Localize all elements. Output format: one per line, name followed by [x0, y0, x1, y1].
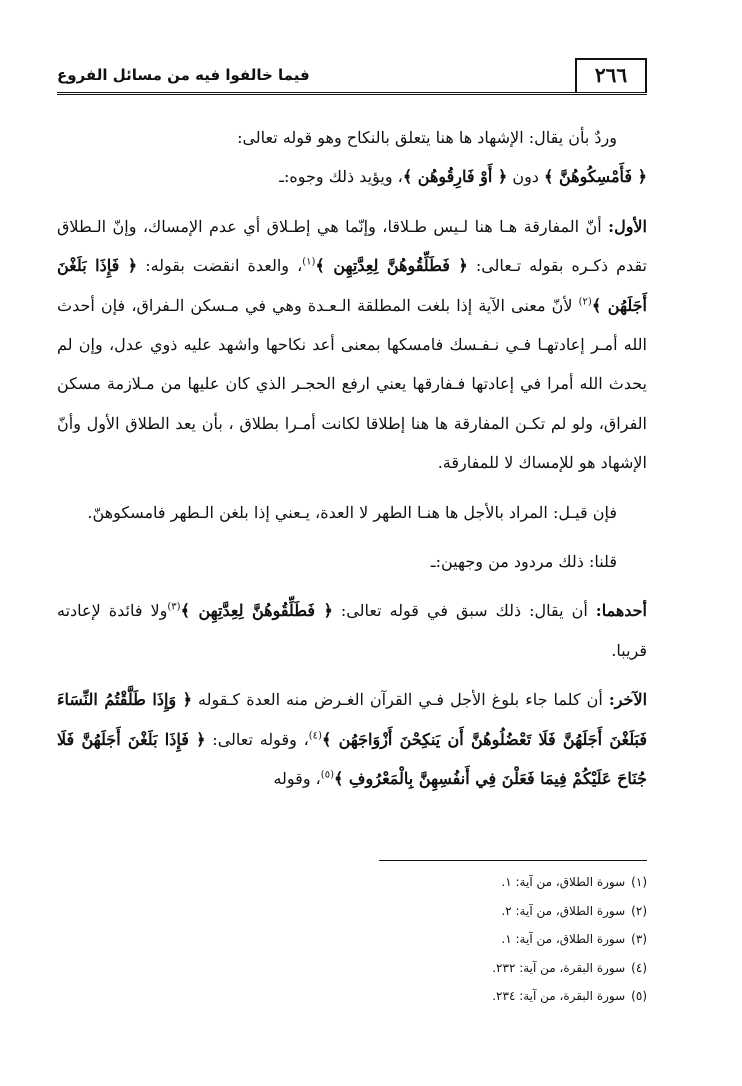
main-text: [57, 118, 647, 809]
footnote-divider: [379, 860, 647, 861]
point-heading: أحدهما:: [595, 601, 647, 621]
paragraph-reply: قلنا: ذلك مردود من وجهين:ـ: [430, 552, 617, 572]
footnote-text: سورة الطلاق، من آية: ٢.: [501, 903, 626, 918]
page-number: ٢٦٦: [575, 58, 647, 92]
text-span: ، وقوله: [273, 769, 321, 789]
footnote-item: [57, 925, 647, 954]
page-header: [57, 50, 647, 98]
paragraph-objection: فإن قيـل: المراد بالأجل ها هنـا الطهر لا العدة، يـعني إذا بلغن الـطهر فامسكوهنّ.: [87, 502, 617, 522]
footnote-number: (١): [631, 875, 647, 889]
footnote-ref-2[interactable]: (٢): [578, 296, 592, 308]
point-heading: الآخر:: [608, 690, 648, 710]
footnote-ref-3[interactable]: (٣): [167, 602, 181, 614]
footnote-ref-5[interactable]: (٥): [320, 769, 334, 781]
footnote-ref-1[interactable]: (١): [302, 256, 316, 268]
running-title: فيما خالفوا فيه من مسائل الفروع: [57, 66, 310, 84]
footnote-text: سورة الطلاق، من آية: ١.: [501, 875, 626, 889]
paragraph-first-reason: [57, 591, 647, 670]
quran-quote: ﴿ فَأَمْسِكُوهُنَّ ﴾: [544, 167, 647, 187]
point-heading: الأول:: [608, 216, 647, 236]
quran-quote: ﴿ فَإِذَا بَلَغْنَ أَجَلَهُنَّ فَلَا جُنَاحَ عَلَيْكُمْ فِيمَا فَعَلْنَ فِي أَنفُسِهِنَّ بِالْمَعْرُوفِ ﴾: [57, 729, 647, 789]
text-span: دون: [507, 167, 545, 187]
paragraph-second-reason: [57, 680, 647, 798]
text-span: ، ويؤيد ذلك وجوه:ـ: [279, 167, 403, 187]
footnote-text: سورة البقرة، من آية: ٢٣٤.: [492, 989, 626, 1004]
text-span: ولا فائدة لإعادته قريبا.: [57, 601, 647, 660]
quran-quote: ﴿ فَإِذَا بَلَغْنَ أَجَلَهُن ﴾: [57, 256, 647, 315]
text-span: أنّ المفارقة هـا هنا لـيس طـلاقا، وإنّما هي إطـلاق أي عدم الإمساك، وإنّ الـطلاق تقدم ذكـره بقوله تـعالى:: [57, 216, 648, 276]
footnote-number: (٤): [631, 960, 647, 975]
footnote-number: (٥): [631, 989, 647, 1004]
footnote-text: سورة الطلاق، من آية: ١.: [501, 932, 626, 947]
paragraph-1: [57, 118, 647, 197]
paragraph-first-point: [57, 207, 647, 483]
footnote-item: [57, 982, 647, 1011]
text-span: أن يقال: ذلك سبق في قوله تعالى:: [332, 601, 596, 621]
footnote-item: [57, 954, 647, 983]
text-span: ، وقوله تعالى:: [205, 729, 309, 749]
paragraph-1-text: وردٌ بأن يقال: الإشهاد ها هنا يتعلق بالنكاح وهو قوله تعالى:: [237, 128, 617, 147]
text-span: أن كلما جاء بلوغ الأجل فـي القرآن الغـرض منه العدة كـقوله: [192, 690, 609, 710]
footnote-ref-4[interactable]: (٤): [308, 730, 322, 742]
footnote-number: (٣): [631, 932, 647, 947]
footnote-number: (٢): [631, 903, 647, 918]
text-span: لأنّ معنى الآية إذا بلغت المطلقة الـعـدة وهي في مـسكن الـفراق، فإن أحدث الله أمـر إعادتهـا فـي نـفـسك فامسكها بمعنى أعد نكاحها واشهد عليه ذوي عدل، وإن لم يحدث الله أمرا في إعادتها فـفارقها يعني ارفع الحجـر الذي كان عليها من مـلازمة مسكن الفراق، ولو لم تكـن المفارقة ها هنا إطلاقا لكانت أمـرا بطلاق ، بأن يعد الطلاق الأول وأنّ الإشهاد هو للإمساك لا للمفارقة.: [57, 295, 647, 473]
footnote-item: [57, 897, 647, 926]
footnote-text: سورة البقرة، من آية: ٢٣٢.: [492, 960, 626, 975]
footnote-item: [57, 868, 647, 897]
header-rule: [57, 92, 647, 95]
quran-quote: ﴿ فَطَلِّقُوهُنَّ لِعِدَّتِهِن ﴾: [315, 256, 468, 276]
quran-quote: ﴿ فَطَلِّقُوهُنَّ لِعِدَّتِهِن ﴾: [180, 601, 333, 621]
quran-quote: ﴿ أَوْ فَارِقُوهُن ﴾: [402, 167, 508, 187]
footnotes: [57, 868, 647, 1011]
text-span: ، والعدة انقضت بقوله:: [137, 256, 303, 276]
quran-quote: ﴿ وَإِذَا طَلَّقْتُمُ النِّسَاءَ فَبَلَغْنَ أَجَلَهُنَّ فَلَا تَعْضُلُوهُنَّ أَن يَنكِحْنَ أَزْوَاجَهُن ﴾: [57, 690, 648, 749]
